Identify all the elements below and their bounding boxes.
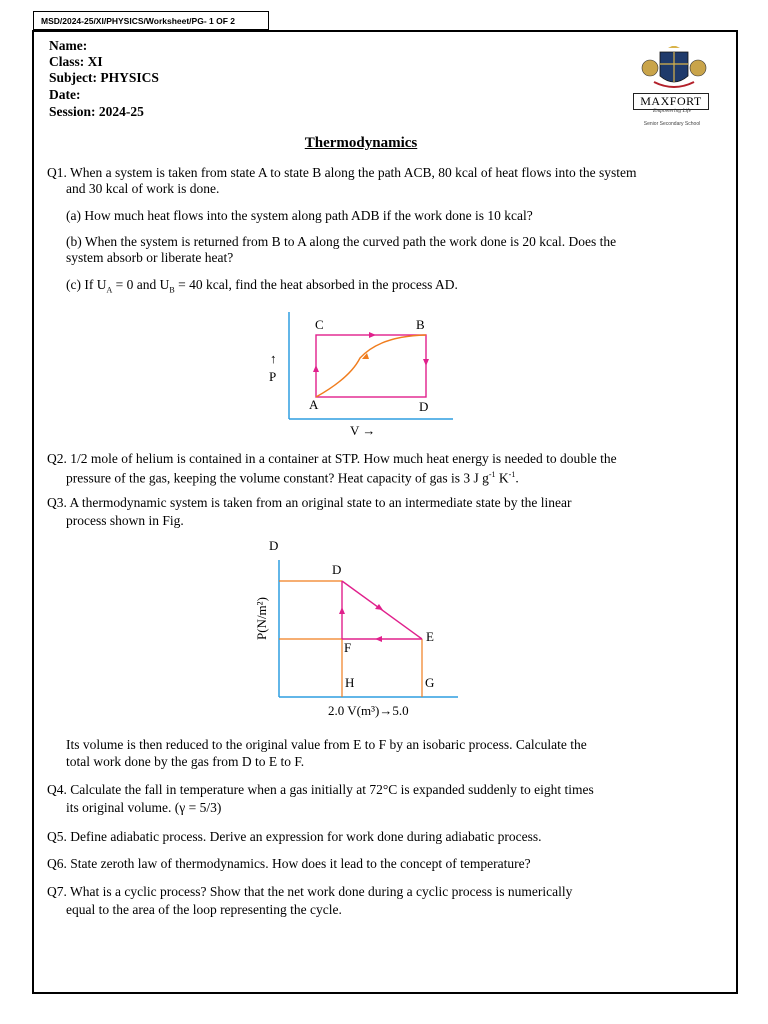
q5-text: Q5. Define adiabatic process. Derive an expression for work done during adiabatic process. — [47, 829, 542, 844]
q7-line1: Q7. What is a cyclic process? Show that the net work done during a cyclic process is numerically — [47, 884, 573, 899]
q7-line2: equal to the area of the loop representing the cycle. — [66, 902, 342, 917]
q1-part-c: (c) If $U_A = 0$ and $U_B = 40$ kcal, find the heat absorbed in the process AD. — [66, 277, 458, 295]
school-crest-icon — [628, 46, 720, 132]
d1-arrow-bd — [423, 359, 429, 366]
d1-arrow-cb — [369, 332, 376, 338]
d1-up-arrow: ↑ — [270, 351, 277, 366]
document-code: MSD/2024-25/XI/PHYSICS/Worksheet/PG- 1 OF 2 — [33, 11, 269, 30]
d1-label-c: C — [315, 317, 324, 332]
d2-label-top-d: D — [269, 538, 279, 553]
q4-line1: Q4. Calculate the fall in temperature when a gas initially at 72°C is expanded suddenly to eight times — [47, 782, 594, 797]
q2-line2: pressure of the gas, keeping the volume constant? Heat capacity of gas is 3 J $g^{-1}$ $K^{-1}$. — [66, 470, 519, 486]
d1-arrow-curve — [362, 353, 369, 359]
q1-part-b-line2: system absorb or liberate heat? — [66, 250, 234, 265]
subject-label: Subject: PHYSICS — [49, 70, 159, 85]
session-label: Session: 2024-25 — [49, 104, 144, 119]
d2-label-f: F — [344, 640, 352, 655]
q3-line2: process shown in Fig. — [66, 513, 184, 528]
d2-x-label: 2.0 V(m³)→5.0 — [328, 703, 409, 718]
q3-line1: Q3. A thermodynamic system is taken from an original state to an intermediate state by the linear — [47, 495, 572, 510]
d2-label-d: D — [332, 562, 342, 577]
d1-label-a: A — [309, 397, 319, 412]
d2-label-g: G — [425, 675, 435, 690]
school-name-logo: MAXFORT — [633, 93, 709, 110]
class-label: Class: XI — [49, 54, 103, 69]
d2-arrow-ef — [375, 636, 382, 642]
pv-diagram-2 — [245, 535, 470, 720]
q6-text: Q6. State zeroth law of thermodynamics. How does it lead to the concept of temperature? — [47, 856, 531, 871]
d2-arrow-de — [375, 604, 383, 610]
name-label: Name: — [49, 38, 88, 53]
d1-cycle-rectangle — [316, 335, 426, 397]
q1-line1: Q1. When a system is taken from state A to state B along the path ACB, 80 kcal of heat flows into the system — [47, 165, 637, 180]
d1-label-p: P — [269, 369, 277, 384]
pv-diagram-1 — [250, 308, 470, 443]
date-label: Date: — [49, 87, 81, 102]
q4-line2: its original volume. (γ = 5/3) — [66, 800, 222, 815]
page-title: Thermodynamics — [304, 135, 418, 151]
q1-part-b-line1: (b) When the system is returned from B to A along the curved path the work done is 20 kcal. Does the — [66, 234, 617, 249]
d2-label-h: H — [345, 675, 355, 690]
d2-arrow-fd — [339, 607, 345, 614]
q3-after-line2: total work done by the gas from D to E to F. — [66, 754, 305, 769]
q3-after-line1: Its volume is then reduced to the original value from E to F by an isobaric process. Calculate the — [66, 737, 587, 752]
d2-label-e: E — [426, 629, 434, 644]
d2-y-label: P(N/m²) — [254, 597, 269, 640]
d1-label-b: B — [416, 317, 425, 332]
school-tagline: Empowering Life — [652, 108, 692, 114]
d1-label-v: V → — [350, 423, 376, 438]
q1-line2: and 30 kcal of work is done. — [66, 181, 220, 196]
d1-label-d: D — [419, 399, 429, 414]
q2-line1: Q2. 1/2 mole of helium is contained in a container at STP. How much heat energy is needed to double the — [47, 451, 617, 466]
school-subtitle: Senior Secondary School — [643, 121, 701, 127]
d2-line-de — [342, 581, 422, 639]
d1-arrow-ac — [313, 365, 319, 372]
q1-part-a: (a) How much heat flows into the system along path ADB if the work done is 10 kcal? — [66, 208, 533, 223]
d1-curved-path — [316, 335, 426, 397]
